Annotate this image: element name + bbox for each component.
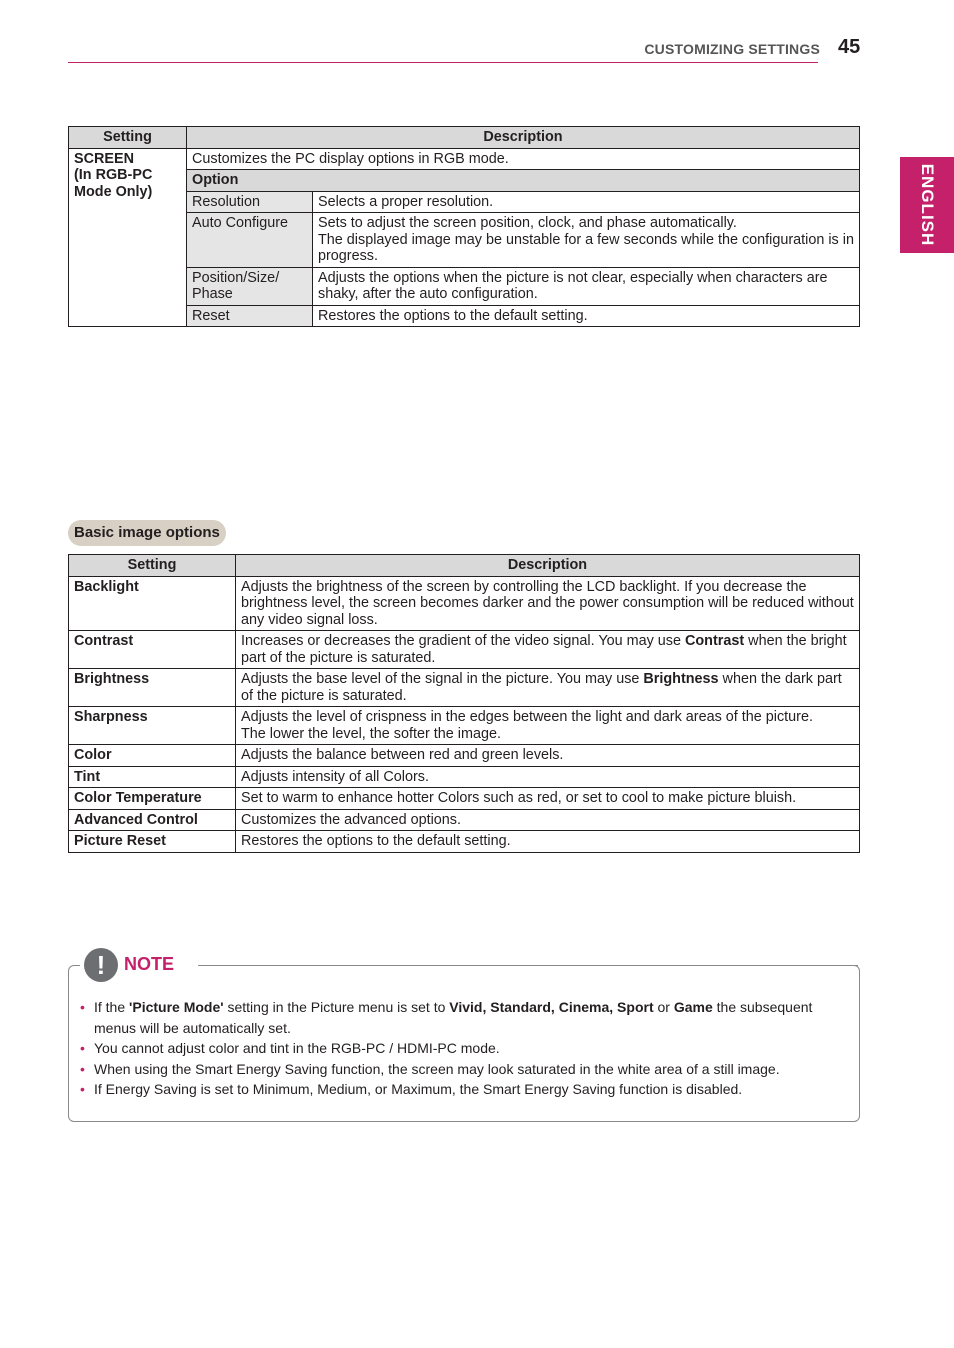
option-header-row <box>69 170 860 192</box>
option-name <box>187 267 313 305</box>
note-text: setting in the Picture menu is set to <box>223 999 450 1015</box>
option-desc: Selects a proper resolution. <box>313 191 860 213</box>
desc-text: when the dark part of the picture is saturated. <box>241 671 842 704</box>
option-desc-line: The displayed image may be unstable for a few seconds while the configuration is in progress. <box>318 231 854 264</box>
basic-image-options-table <box>68 554 860 853</box>
table-row <box>69 191 860 213</box>
header-divider <box>68 62 818 63</box>
table-row <box>69 707 860 745</box>
language-tab-label: ENGLISH <box>918 163 937 247</box>
setting-screen <box>69 148 187 327</box>
note-bold: 'Picture Mode' <box>129 999 224 1015</box>
desc-text: Adjusts the base level of the signal in the picture. You may use <box>241 671 644 687</box>
table-header-row <box>69 555 860 577</box>
col-description: Description <box>187 127 860 149</box>
setting-line: (In RGB-PC <box>74 167 153 183</box>
note-rule <box>200 965 858 966</box>
bullet-icon: • <box>80 999 85 1015</box>
list-item <box>80 997 840 1038</box>
setting-desc: Adjusts intensity of all Colors. <box>236 766 860 788</box>
page-number: 45 <box>838 36 861 58</box>
col-description: Description <box>236 555 860 577</box>
desc-text: when the bright part of the picture is saturated. <box>241 633 847 666</box>
setting-name: Picture Reset <box>69 831 236 853</box>
language-tab <box>900 157 954 253</box>
exclamation-icon: ! <box>84 948 118 982</box>
note-bold: Vivid, Standard, Cinema, Sport <box>449 999 654 1015</box>
table-row <box>69 305 860 327</box>
option-desc-line: Sets to adjust the screen position, clock, and phase automatically. <box>318 215 737 231</box>
note-text: You cannot adjust color and tint in the RGB-PC / HDMI-PC mode. <box>94 1040 500 1056</box>
note-title: NOTE <box>124 954 175 974</box>
option-header: Option <box>187 170 860 192</box>
option-name: Resolution <box>187 191 313 213</box>
table-row <box>69 831 860 853</box>
setting-name: Advanced Control <box>69 809 236 831</box>
table-row <box>69 267 860 305</box>
setting-desc: Set to warm to enhance hotter Colors such as red, or set to cool to make picture bluish. <box>236 788 860 810</box>
setting-line: SCREEN <box>74 150 134 167</box>
setting-desc <box>236 631 860 669</box>
bullet-icon: • <box>80 1060 85 1077</box>
desc-line: Adjusts the level of crispness in the edges between the light and dark areas of the picture. <box>241 709 813 725</box>
desc-bold: Brightness <box>643 671 719 687</box>
setting-desc: Adjusts the balance between red and green levels. <box>236 745 860 767</box>
table-row <box>69 809 860 831</box>
desc-bold: Contrast <box>685 633 745 649</box>
bullet-icon: • <box>80 1081 85 1097</box>
option-name-line: Position/Size/ <box>192 269 280 286</box>
setting-desc: Customizes the advanced options. <box>236 809 860 831</box>
option-desc <box>313 213 860 268</box>
setting-name: Sharpness <box>69 707 236 745</box>
note-text: the subsequent menus will be automatically set. <box>94 999 813 1036</box>
setting-desc: Restores the options to the default setting. <box>236 831 860 853</box>
table-row <box>69 213 860 268</box>
list-item <box>80 1079 840 1100</box>
screen-settings-table <box>68 126 860 327</box>
table-row <box>69 576 860 631</box>
table-row <box>69 788 860 810</box>
setting-name: Contrast <box>69 631 236 669</box>
desc-line: The lower the level, the softer the image. <box>241 725 501 742</box>
col-setting: Setting <box>69 555 236 577</box>
option-name: Auto Configure <box>187 213 313 268</box>
note-list <box>80 997 840 1100</box>
note-text: If the <box>94 999 130 1015</box>
setting-name: Color <box>69 745 236 767</box>
option-name: Reset <box>187 305 313 327</box>
header-section-title: CUSTOMIZING SETTINGS <box>644 41 820 57</box>
setting-desc <box>236 669 860 707</box>
list-item <box>80 1059 840 1080</box>
setting-name: Backlight <box>69 576 236 631</box>
option-desc: Restores the options to the default setting. <box>313 305 860 327</box>
setting-desc: Adjusts the brightness of the screen by controlling the LCD backlight. If you decrease the brightness level, the screen becomes darker and the power consumption will be reduced without any video signal loss. <box>236 576 860 631</box>
table-row <box>69 745 860 767</box>
table-row <box>69 669 860 707</box>
section-title-pill: Basic image options <box>68 520 226 546</box>
table-row <box>69 766 860 788</box>
desc-text: Increases or decreases the gradient of the video signal. You may use <box>241 633 685 649</box>
table-row <box>69 631 860 669</box>
note-text: If Energy Saving is set to Minimum, Medium, or Maximum, the Smart Energy Saving function is disabled. <box>94 1081 743 1097</box>
setting-name: Brightness <box>69 669 236 707</box>
option-name-line: Phase <box>192 286 233 302</box>
setting-line: Mode Only) <box>74 183 153 200</box>
option-desc: Adjusts the options when the picture is not clear, especially when characters are shaky, after the auto configuration. <box>313 267 860 305</box>
table-row <box>69 148 860 170</box>
setting-desc <box>236 707 860 745</box>
screen-intro: Customizes the PC display options in RGB mode. <box>187 148 860 170</box>
setting-name: Tint <box>69 766 236 788</box>
list-item <box>80 1038 840 1059</box>
note-text: or <box>653 999 674 1015</box>
note-bold: Game <box>673 999 713 1015</box>
bullet-icon: • <box>80 1040 85 1056</box>
setting-name: Color Temperature <box>69 788 236 810</box>
col-setting: Setting <box>69 127 187 149</box>
table-header-row <box>69 127 860 149</box>
note-text: When using the Smart Energy Saving function, the screen may look saturated in the white area of a still image. <box>94 1060 780 1077</box>
